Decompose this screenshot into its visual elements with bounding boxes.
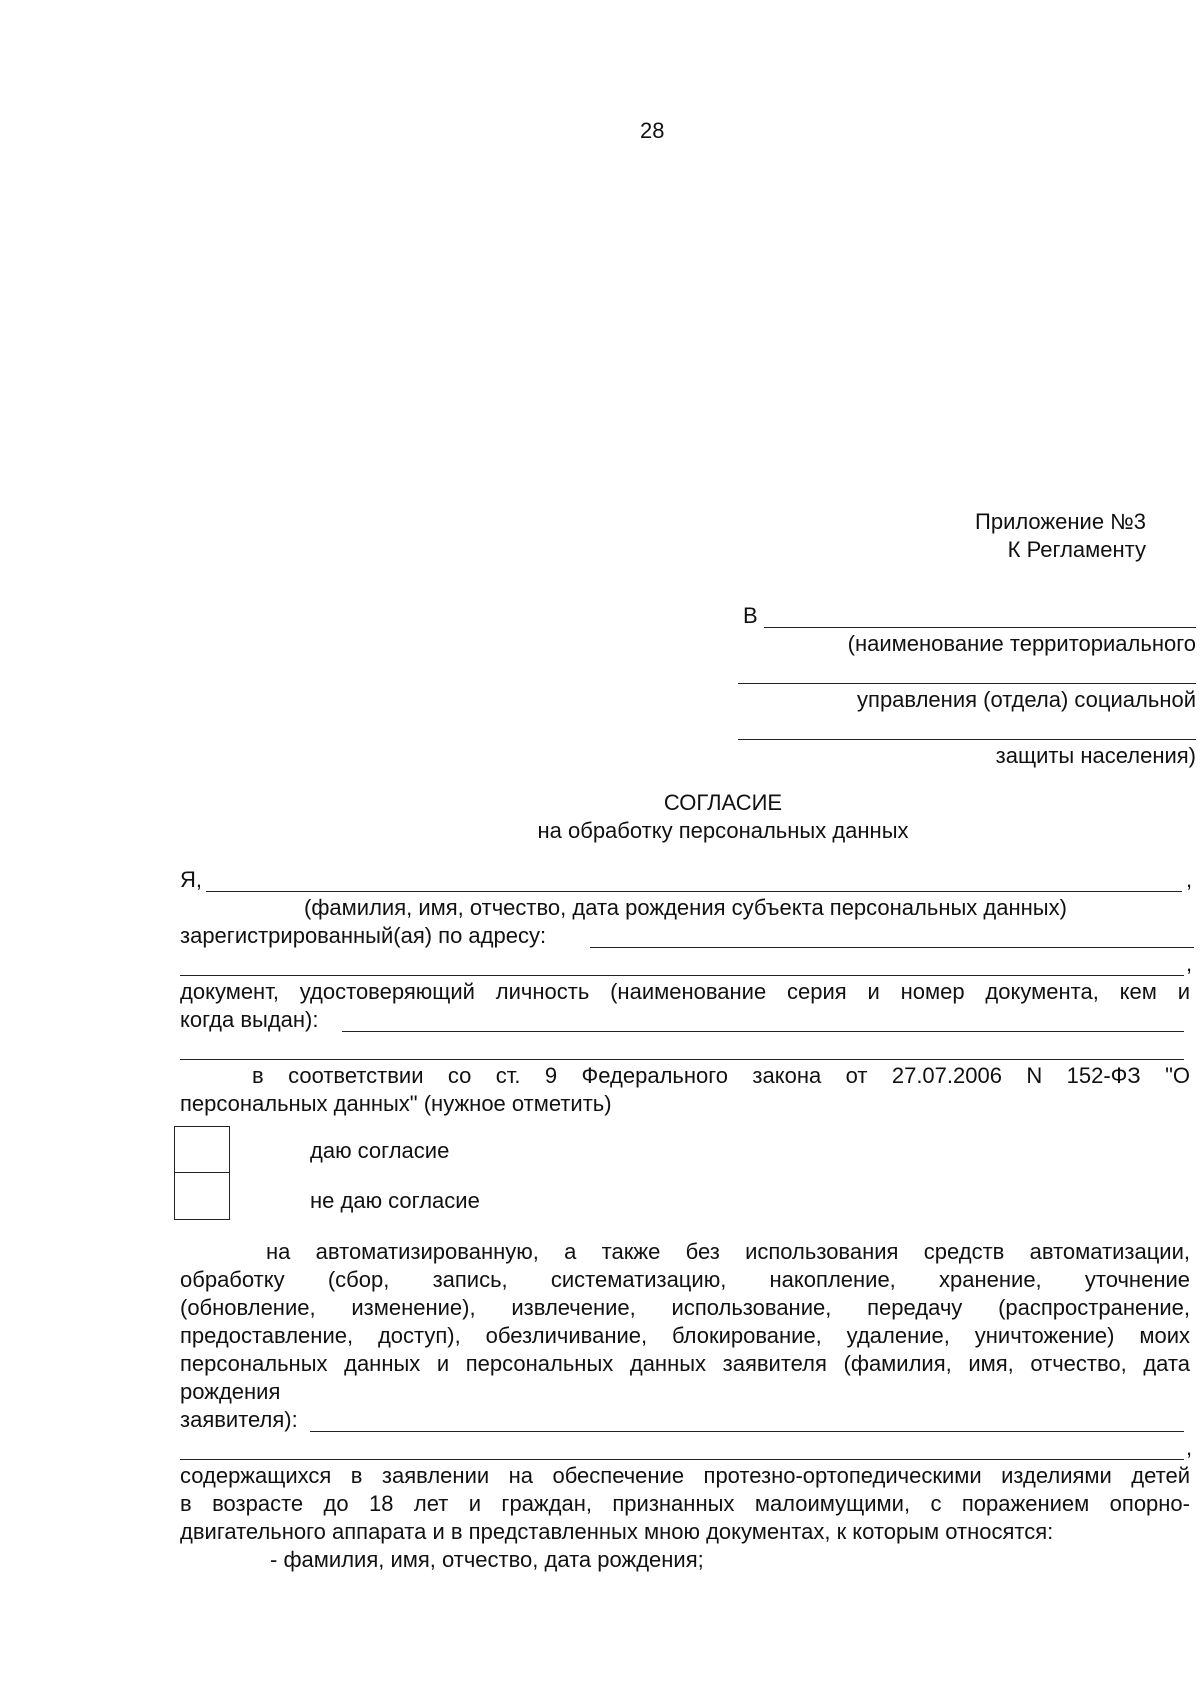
give-consent-checkbox[interactable]	[174, 1126, 230, 1174]
contained-line-4: - фамилия, имя, отчество, дата рождения;	[270, 1547, 704, 1572]
applicant-prefix: Я,	[180, 867, 202, 892]
applicant-name-hint: (фамилия, имя, отчество, дата рождения субъекта персональных данных)	[304, 895, 1067, 920]
identity-document-issued-label: когда выдан):	[180, 1007, 319, 1032]
applicant-name-line	[206, 891, 1182, 892]
applicant-data-line-2	[180, 1459, 1184, 1460]
appendix-regulation: К Регламенту	[1007, 537, 1146, 562]
processing-line-6: рождения	[180, 1379, 281, 1404]
address-line-1	[590, 947, 1194, 948]
contained-line-3: двигательного аппарата и в представленных мною документах, к которым относятся:	[180, 1519, 1054, 1544]
applicant-name-comma: ,	[1186, 867, 1193, 892]
addressee-line-2	[738, 683, 1196, 684]
identity-document-text: документ, удостоверяющий личность (наименование серия и номер документа, кем и	[180, 979, 1190, 1004]
document-title: СОГЛАСИЕ	[663, 790, 783, 815]
contained-line-1: содержащихся в заявлении на обеспечение протезно-ортопедическими изделиями детей	[180, 1463, 1190, 1488]
identity-document-line-1	[342, 1031, 1184, 1032]
address-line-2	[180, 975, 1184, 976]
law-reference-line-1: в соответствии со ст. 9 Федерального закона от 27.07.2006 N 152-ФЗ "О	[252, 1063, 1190, 1088]
page-number: 28	[640, 118, 665, 143]
addressee-prefix: В	[743, 603, 758, 628]
give-consent-label: даю согласие	[310, 1138, 450, 1163]
address-comma: ,	[1186, 951, 1193, 976]
processing-line-1: на автоматизированную, а также без использования средств автоматизации,	[266, 1239, 1190, 1264]
processing-line-2: обработку (сбор, запись, систематизацию, накопление, хранение, уточнение	[180, 1267, 1190, 1292]
applicant-data-comma: ,	[1186, 1435, 1193, 1460]
contained-line-2: в возрасте до 18 лет и граждан, признанных малоимущими, с поражением опорно-	[180, 1491, 1190, 1516]
addressee-line-1	[764, 627, 1196, 628]
applicant-data-label: заявителя):	[180, 1407, 298, 1432]
processing-line-5: персональных данных и персональных данных заявителя (фамилия, имя, отчество, дата	[180, 1351, 1190, 1376]
document-subtitle: на обработку персональных данных	[537, 818, 909, 843]
applicant-data-line-1	[310, 1431, 1184, 1432]
addressee-line-3	[738, 739, 1196, 740]
refuse-consent-checkbox[interactable]	[174, 1172, 230, 1220]
processing-line-3: (обновление, изменение), извлечение, использование, передачу (распространение,	[180, 1295, 1190, 1320]
address-label: зарегистрированный(ая) по адресу:	[180, 923, 547, 948]
addressee-hint-1: (наименование территориального	[847, 631, 1196, 656]
identity-document-line-2	[180, 1059, 1184, 1060]
appendix-title: Приложение №3	[975, 509, 1146, 534]
processing-line-4: предоставление, доступ), обезличивание, блокирование, удаление, уничтожение) моих	[180, 1323, 1190, 1348]
addressee-hint-2: управления (отдела) социальной	[857, 687, 1196, 712]
law-reference-line-2: персональных данных" (нужное отметить)	[180, 1091, 612, 1116]
addressee-hint-3: защиты населения)	[995, 743, 1196, 768]
refuse-consent-label: не даю согласие	[310, 1188, 480, 1213]
